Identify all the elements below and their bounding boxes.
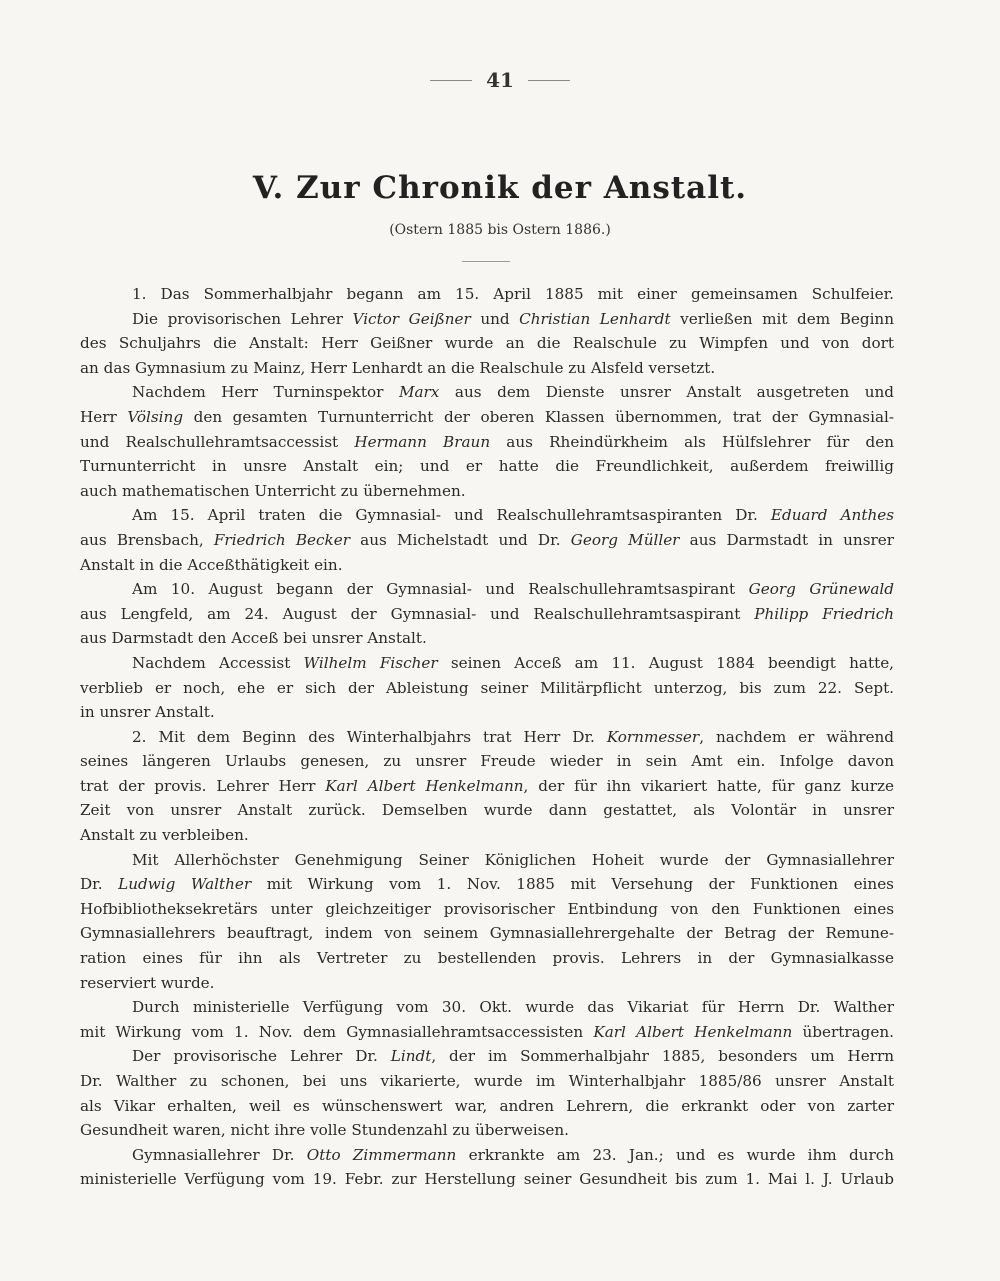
person-name: Wilhelm Fischer (303, 653, 438, 672)
text-segment: Der provisorische Lehrer Dr. (132, 1047, 391, 1066)
person-name: Georg Grünewald (748, 580, 894, 599)
text-segment: , nachdem er während (699, 727, 894, 746)
text-segment: ministerielle Verfügung vom 19. Febr. zur Herstellung seiner Gesundheit bis zum 1. Mai l. J. Urlaub (80, 1170, 894, 1189)
body-text (80, 282, 894, 1192)
text-line (80, 528, 894, 553)
header-rule-right (528, 80, 570, 81)
person-name: Friedrich Becker (213, 530, 350, 549)
text-line (80, 1094, 894, 1119)
person-name: Christian Lenhardt (519, 309, 671, 328)
text-segment: Durch ministerielle Verfügung vom 30. Okt. wurde das Vikariat für Herrn Dr. Walther (132, 998, 894, 1017)
text-line (80, 1069, 894, 1094)
text-segment: ration eines für ihn als Vertreter zu bestellenden provis. Lehrers in der Gymnasialkasse (80, 949, 894, 968)
text-segment: aus Michelstadt und Dr. (349, 530, 571, 549)
text-segment: des Schuljahrs die Anstalt: Herr Geißner wurde an die Realschule zu Wimpfen und von dort (80, 334, 894, 353)
text-segment: Dr. (80, 875, 119, 894)
text-segment: mit Wirkung vom 1. Nov. dem Gymnasiallehramtsaccessisten (80, 1022, 594, 1041)
text-segment: Dr. Walther zu schonen, bei uns vikarierte, wurde im Winterhalbjahr 1885/86 unsrer Anstalt (80, 1072, 894, 1090)
text-line (80, 725, 894, 750)
text-line (80, 798, 894, 823)
text-line (80, 946, 894, 971)
text-line (80, 651, 894, 676)
person-name: Ludwig Walther (118, 875, 252, 894)
chapter-subtitle: (Ostern 1885 bis Ostern 1886.) (389, 222, 611, 238)
text-line (80, 676, 894, 701)
title-divider (462, 261, 510, 262)
person-name: Marx (398, 383, 440, 402)
person-name: Philipp Friedrich (754, 604, 894, 623)
text-segment: Die provisorischen Lehrer (132, 309, 353, 328)
text-segment: übertragen. (792, 1022, 894, 1041)
text-segment: Herr (80, 407, 128, 426)
text-segment: Am 10. August begann der Gymnasial- und Realschullehramtsaspirant (132, 580, 749, 599)
person-name: Hermann Braun (354, 432, 491, 451)
text-segment: an das Gymnasium zu Mainz, Herr Lenhardt an die Realschule zu Alsfeld versetzt. (80, 358, 716, 377)
text-segment: verblieb er noch, ehe er sich der Ableistung seiner Militärpflicht unterzog, bis zum 22. Sept. (80, 678, 894, 697)
text-line (80, 872, 894, 897)
text-segment: aus Darmstadt in unsrer (679, 530, 894, 549)
text-segment: seinen Acceß am 11. August 1884 beendigt hatte, (437, 653, 895, 672)
text-segment: und Realschullehramtsaccessist (80, 432, 355, 451)
text-line (80, 995, 894, 1020)
text-line (80, 848, 894, 873)
text-segment: aus Brensbach, (80, 530, 214, 549)
text-segment: Nachdem Herr Turninspektor (132, 383, 399, 402)
text-line (80, 897, 894, 922)
text-line (80, 577, 894, 602)
text-line (80, 1044, 894, 1069)
text-line (80, 749, 894, 774)
text-line (80, 430, 894, 455)
person-name: Georg Müller (570, 530, 680, 549)
text-line (80, 626, 894, 651)
text-line (80, 971, 894, 996)
text-segment: trat der provis. Lehrer Herr (80, 776, 326, 795)
text-line (80, 921, 894, 946)
text-line (80, 282, 894, 307)
chapter-title: V. Zur Chronik der Anstalt. (252, 170, 748, 206)
page-number: 41 (486, 68, 514, 92)
text-segment: Gymnasiallehrers beauftragt, indem von seinem Gymnasiallehrergehalte der Betrag der Remune- (80, 924, 894, 943)
text-line (80, 380, 894, 405)
text-segment: seines längeren Urlaubs genesen, zu unsrer Freude wieder in sein Amt ein. Infolge davon (80, 752, 894, 771)
text-line (80, 1020, 894, 1045)
text-segment: 2. Mit dem Beginn des Winterhalbjahrs trat Herr Dr. (132, 727, 607, 746)
person-name: Kornmesser (606, 727, 700, 746)
text-line (80, 823, 894, 848)
text-segment: Turnunterricht in unsre Anstalt ein; und er hatte die Freundlichkeit, außerdem freiwillig (80, 457, 894, 476)
text-segment: aus Rheindürkheim als Hülfslehrer für den (490, 432, 894, 451)
text-segment: aus dem Dienste unsrer Anstalt ausgetreten und (439, 383, 894, 402)
text-segment: reserviert wurde. (80, 973, 215, 992)
text-line (80, 774, 894, 799)
text-line (80, 356, 894, 381)
text-line (80, 503, 894, 528)
text-segment: Gesundheit waren, nicht ihre volle Stundenzahl zu überweisen. (80, 1121, 570, 1140)
text-line (80, 553, 894, 578)
text-segment: Gymnasiallehrer Dr. (132, 1145, 307, 1164)
text-segment: und (470, 309, 520, 328)
header-rule-left (430, 80, 472, 81)
text-segment: Anstalt in die Acceßthätigkeit ein. (80, 555, 343, 574)
text-segment: erkrankte am 23. Jan.; und es wurde ihm durch (456, 1145, 894, 1164)
text-segment: , der für ihn vikariert hatte, für ganz kurze (523, 776, 895, 795)
text-segment: Hofbibliotheksekretärs unter gleichzeitiger provisorischer Entbindung von den Funktionen eines (80, 899, 894, 918)
text-line (80, 602, 894, 627)
text-segment: auch mathematischen Unterricht zu übernehmen. (80, 481, 466, 500)
text-line (80, 1118, 894, 1143)
text-line (80, 1167, 894, 1192)
text-line (80, 1143, 894, 1168)
text-segment: Nachdem Accessist (132, 653, 304, 672)
page-header (0, 68, 1000, 92)
text-segment: aus Darmstadt den Acceß bei unsrer Anstalt. (80, 629, 427, 648)
text-segment: verließen mit dem Beginn (670, 309, 894, 328)
text-segment: mit Wirkung vom 1. Nov. 1885 mit Versehung der Funktionen eines (251, 875, 894, 894)
text-segment: als Vikar erhalten, weil es wünschenswert war, andren Lehrern, die erkrankt oder von zarter (80, 1096, 894, 1115)
text-segment: Am 15. April traten die Gymnasial- und Realschullehramtsaspiranten Dr. (132, 506, 771, 525)
text-segment: aus Lengfeld, am 24. August der Gymnasial- und Realschullehramtsaspirant (80, 604, 755, 623)
text-line (80, 307, 894, 332)
text-segment: 1. Das Sommerhalbjahr begann am 15. April 1885 mit einer gemeinsamen Schulfeier. (132, 285, 894, 303)
person-name: Karl Albert Henkelmann (593, 1022, 793, 1041)
person-name: Karl Albert Henkelmann (325, 776, 524, 795)
text-segment: Anstalt zu verbleiben. (80, 826, 249, 845)
text-segment: den gesamten Turnunterricht der oberen Klassen übernommen, trat der Gymnasial- (183, 407, 894, 426)
text-segment: , der im Sommerhalbjahr 1885, besonders um Herrn (431, 1047, 894, 1066)
text-segment: in unsrer Anstalt. (80, 703, 215, 722)
text-line (80, 331, 894, 356)
text-segment: Zeit von unsrer Anstalt zurück. Demselben wurde dann gestattet, als Volontär in unsrer (80, 801, 894, 820)
person-name: Völsing (127, 407, 184, 426)
text-line (80, 405, 894, 430)
text-line (80, 454, 894, 479)
text-line (80, 479, 894, 504)
person-name: Lindt (390, 1047, 432, 1066)
person-name: Eduard Anthes (770, 506, 895, 525)
text-line (80, 700, 894, 725)
person-name: Otto Zimmermann (306, 1145, 457, 1164)
person-name: Victor Geißner (352, 309, 471, 328)
text-segment: Mit Allerhöchster Genehmigung Seiner Königlichen Hoheit wurde der Gymnasiallehrer (132, 850, 894, 869)
